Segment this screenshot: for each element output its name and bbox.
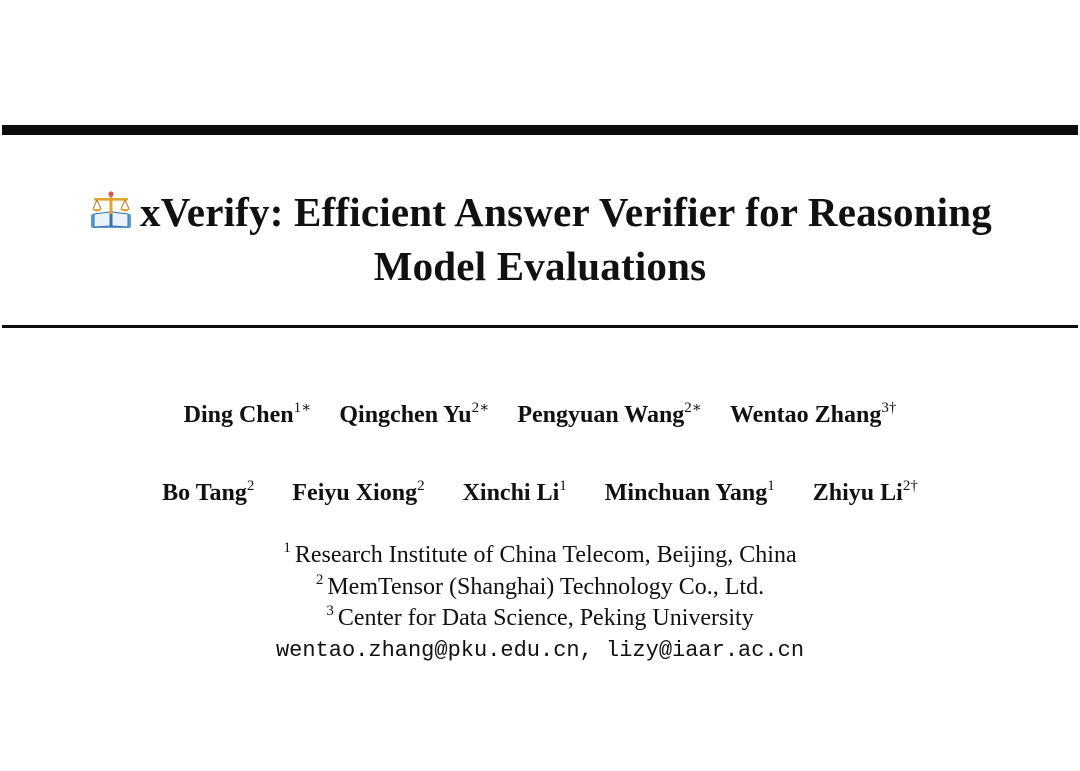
author-name: Zhiyu Li bbox=[812, 480, 903, 506]
author-name: Qingchen Yu bbox=[339, 402, 472, 428]
author bbox=[184, 402, 312, 429]
author-name: Bo Tang bbox=[162, 480, 247, 506]
author-name: Xinchi Li bbox=[462, 480, 560, 506]
affiliation bbox=[0, 540, 1080, 572]
title-text-line-1: xVerify: Efficient Answer Verifier for Reasoning bbox=[140, 189, 992, 235]
author bbox=[730, 402, 896, 429]
author-list-row-1 bbox=[0, 402, 1080, 429]
affiliation bbox=[0, 603, 1080, 635]
author-name: Ding Chen bbox=[183, 402, 294, 428]
affiliations bbox=[0, 540, 1080, 666]
author bbox=[813, 480, 918, 507]
affiliation-text: Center for Data Science, Peking University bbox=[337, 605, 754, 631]
author-name: Wentao Zhang bbox=[730, 402, 882, 428]
title-top-rule bbox=[2, 125, 1078, 135]
author-affil-mark: 3† bbox=[881, 400, 897, 416]
author-name: Minchuan Yang bbox=[604, 480, 768, 506]
author-list-row-2 bbox=[0, 480, 1080, 507]
author-name: Pengyuan Wang bbox=[517, 402, 685, 428]
author bbox=[517, 402, 702, 429]
paper-title bbox=[0, 185, 1080, 293]
affiliation-text: Research Institute of China Telecom, Beijing, China bbox=[294, 542, 797, 568]
author bbox=[162, 480, 254, 507]
balance-scale-book-icon bbox=[88, 190, 134, 230]
author-affil-mark: 2∗ bbox=[471, 400, 490, 416]
author-affil-mark: 2 bbox=[417, 478, 425, 494]
author bbox=[339, 402, 489, 429]
affiliation bbox=[0, 572, 1080, 604]
author bbox=[463, 480, 567, 507]
title-line-1 bbox=[0, 185, 1080, 239]
author bbox=[605, 480, 775, 507]
author-affil-mark: 2∗ bbox=[684, 400, 702, 416]
title-bottom-rule bbox=[2, 325, 1078, 328]
affiliation-mark: 3 bbox=[326, 603, 334, 619]
author bbox=[292, 480, 424, 507]
author-affil-mark: 2† bbox=[902, 478, 918, 494]
affiliation-mark: 2 bbox=[315, 571, 324, 588]
contact-emails[interactable]: wentao.zhang@pku.edu.cn, lizy@iaar.ac.cn bbox=[275, 637, 805, 663]
affiliation-text: MemTensor (Shanghai) Technology Co., Ltd. bbox=[327, 573, 765, 600]
title-line-2: Model Evaluations bbox=[373, 243, 707, 289]
affiliation-mark: 1 bbox=[283, 540, 291, 556]
author-name: Feiyu Xiong bbox=[292, 480, 418, 506]
author-affil-mark: 1∗ bbox=[293, 400, 312, 416]
author-affil-mark: 1 bbox=[767, 478, 775, 494]
author-affil-mark: 2 bbox=[246, 478, 255, 494]
author-affil-mark: 1 bbox=[559, 478, 567, 494]
